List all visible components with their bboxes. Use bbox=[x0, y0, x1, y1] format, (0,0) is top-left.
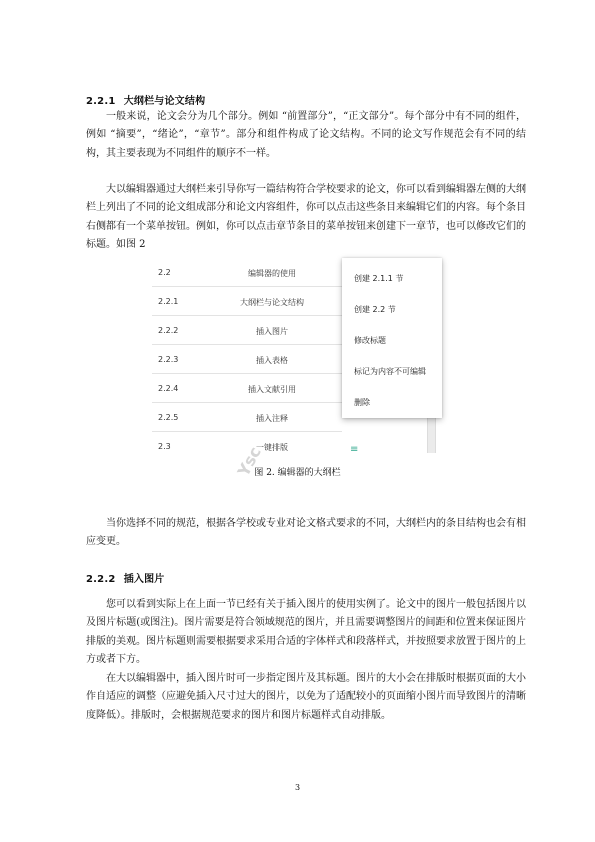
outline-row-number: 2.2.4 bbox=[158, 384, 179, 393]
outline-row bbox=[152, 403, 342, 432]
outline-row-title: 插入表格 bbox=[256, 356, 288, 365]
paragraph-outline-changes: 当你选择不同的规范，根据各学校或专业对论文格式要求的不同，大纲栏内的条目结构也会有相应变更。 bbox=[86, 518, 526, 548]
page-number: 3 bbox=[294, 783, 301, 792]
menu-list-icon: ≡ bbox=[350, 444, 359, 455]
paragraph-image-intro: 您可以看到实际上在上面一节已经有关于插入图片的使用实例了。论文中的图片一般包括图片以及图片标题(或图注)。图片需要是符合领域规范的图片，并且需要调整图片的间距和位置来保证图片排版的美观。图片标题则需要根据要求采用合适的字体样式和段落样式，并按照要求放置于图片的上方或者下方。 bbox=[86, 599, 526, 665]
outline-row-number: 2.2.2 bbox=[158, 326, 179, 335]
menu-item-lock-content: 标记为内容不可编辑 bbox=[354, 367, 426, 376]
context-menu bbox=[342, 258, 442, 418]
section-heading-2-2-2 bbox=[86, 570, 165, 585]
outline-row-number: 2.2.1 bbox=[158, 297, 179, 306]
outline-row-title: 一键排版 bbox=[256, 443, 288, 452]
paragraph-structure-intro: 一般来说，论文会分为几个部分。例如 “前置部分”，“正文部分”。每个部分中有不同的组件，例如 “摘要”，“绪论”，“章节”。部分和组件构成了论文结构。不同的论文写作规范会有不同的结构，其主要表现为不同组件的顺序不一样。 bbox=[86, 111, 526, 159]
watermark: Ysc bbox=[233, 443, 265, 480]
section-title: 大纲栏与论文结构 bbox=[123, 96, 206, 107]
section-title: 插入图片 bbox=[123, 574, 165, 585]
outline-list bbox=[152, 258, 342, 453]
paragraph-image-editor: 在大以编辑器中，插入图片时可一步指定图片及其标题。图片的大小会在排版时根据页面的大小作自适应的调整（应避免插入尺寸过大的图片，以免为了适配较小的页面缩小图片而导致图片的清晰度降低）。排版时，会根据规范要求的图片和图片标题样式自动排版。 bbox=[86, 673, 526, 721]
menu-item-rename: 修改标题 bbox=[354, 336, 386, 345]
outline-row bbox=[152, 345, 342, 374]
outline-row-number: 2.3 bbox=[158, 442, 171, 451]
menu-item-create-section: 创建 2.2 节 bbox=[354, 305, 396, 314]
outline-row-number: 2.2.5 bbox=[158, 413, 179, 422]
outline-row-number: 2.2 bbox=[158, 268, 171, 277]
outline-row-title: 编辑器的使用 bbox=[248, 269, 296, 278]
outline-row bbox=[152, 374, 342, 403]
figure-outline-screenshot bbox=[152, 258, 442, 453]
figure-caption: 图 2. 编辑器的大纲栏 bbox=[254, 468, 341, 478]
menu-item-create-subsection: 创建 2.1.1 节 bbox=[354, 274, 404, 283]
section-heading-2-2-1 bbox=[86, 92, 205, 107]
section-number: 2.2.2 bbox=[86, 574, 116, 585]
outline-row-title: 大纲栏与论文结构 bbox=[240, 298, 304, 307]
outline-row-number: 2.2.3 bbox=[158, 355, 179, 364]
paragraph-outline-usage: 大以编辑器通过大纲栏来引导你写一篇结构符合学校要求的论文，你可以看到编辑器左侧的大纲栏上列出了不同的论文组成部分和论文内容组件，你可以点击这些条目来编辑它们的内容。每个条目右侧都有一个菜单按钮。例如，你可以点击章节条目的菜单按钮来创建下一章节，也可以修改它们的标题。如图 2 bbox=[86, 184, 526, 250]
section-number: 2.2.1 bbox=[86, 96, 116, 107]
outline-row bbox=[152, 316, 342, 345]
outline-row bbox=[152, 258, 342, 287]
menu-item-delete: 删除 bbox=[354, 398, 370, 407]
outline-row-title: 插入图片 bbox=[256, 327, 288, 336]
outline-row-title: 插入注释 bbox=[256, 414, 288, 423]
outline-row-title: 插入文献引用 bbox=[248, 385, 296, 394]
outline-row bbox=[152, 287, 342, 316]
